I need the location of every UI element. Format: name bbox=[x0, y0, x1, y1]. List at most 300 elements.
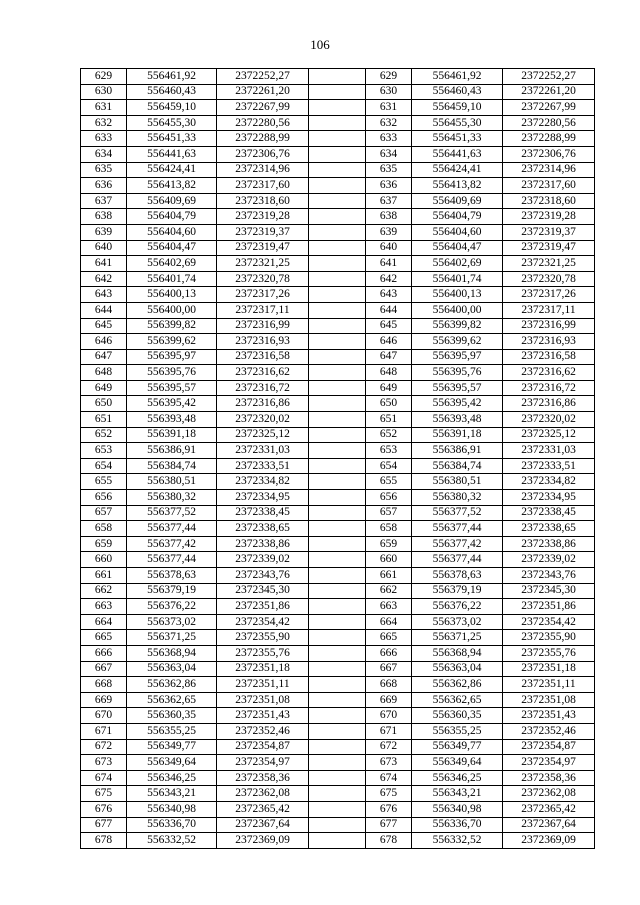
left-point-number: 664 bbox=[81, 614, 127, 630]
table-row bbox=[81, 224, 595, 240]
left-x-coordinate: 556355,25 bbox=[127, 723, 217, 739]
left-y-coordinate: 2372316,62 bbox=[217, 365, 309, 381]
right-y-coordinate: 2372319,37 bbox=[503, 224, 595, 240]
table-row bbox=[81, 568, 595, 584]
left-point-number: 641 bbox=[81, 256, 127, 272]
left-x-coordinate: 556399,62 bbox=[127, 334, 217, 350]
column-gap bbox=[309, 334, 366, 350]
column-gap bbox=[309, 84, 366, 100]
left-point-number: 667 bbox=[81, 661, 127, 677]
column-gap bbox=[309, 505, 366, 521]
column-gap bbox=[309, 224, 366, 240]
right-x-coordinate: 556455,30 bbox=[412, 115, 503, 131]
right-point-number: 669 bbox=[366, 692, 412, 708]
left-point-number: 661 bbox=[81, 568, 127, 584]
right-y-coordinate: 2372354,87 bbox=[503, 739, 595, 755]
right-y-coordinate: 2372306,76 bbox=[503, 146, 595, 162]
column-gap bbox=[309, 193, 366, 209]
right-point-number: 652 bbox=[366, 427, 412, 443]
left-x-coordinate: 556400,13 bbox=[127, 287, 217, 303]
column-gap bbox=[309, 271, 366, 287]
column-gap bbox=[309, 568, 366, 584]
left-point-number: 633 bbox=[81, 131, 127, 147]
right-x-coordinate: 556413,82 bbox=[412, 178, 503, 194]
right-x-coordinate: 556379,19 bbox=[412, 583, 503, 599]
right-point-number: 677 bbox=[366, 817, 412, 833]
table-row bbox=[81, 521, 595, 537]
right-y-coordinate: 2372280,56 bbox=[503, 115, 595, 131]
right-point-number: 639 bbox=[366, 224, 412, 240]
right-point-number: 643 bbox=[366, 287, 412, 303]
left-y-coordinate: 2372355,90 bbox=[217, 630, 309, 646]
right-y-coordinate: 2372261,20 bbox=[503, 84, 595, 100]
column-gap bbox=[309, 552, 366, 568]
table-row bbox=[81, 240, 595, 256]
table-row bbox=[81, 302, 595, 318]
right-y-coordinate: 2372314,96 bbox=[503, 162, 595, 178]
left-point-number: 675 bbox=[81, 786, 127, 802]
right-y-coordinate: 2372318,60 bbox=[503, 193, 595, 209]
right-x-coordinate: 556355,25 bbox=[412, 723, 503, 739]
right-x-coordinate: 556380,32 bbox=[412, 490, 503, 506]
left-y-coordinate: 2372267,99 bbox=[217, 100, 309, 116]
right-point-number: 637 bbox=[366, 193, 412, 209]
column-gap bbox=[309, 723, 366, 739]
left-point-number: 656 bbox=[81, 490, 127, 506]
left-x-coordinate: 556377,44 bbox=[127, 552, 217, 568]
left-x-coordinate: 556404,60 bbox=[127, 224, 217, 240]
left-point-number: 629 bbox=[81, 69, 127, 85]
right-x-coordinate: 556340,98 bbox=[412, 801, 503, 817]
right-x-coordinate: 556404,79 bbox=[412, 209, 503, 225]
left-point-number: 666 bbox=[81, 645, 127, 661]
right-point-number: 665 bbox=[366, 630, 412, 646]
left-y-coordinate: 2372280,56 bbox=[217, 115, 309, 131]
right-x-coordinate: 556377,44 bbox=[412, 521, 503, 537]
left-point-number: 672 bbox=[81, 739, 127, 755]
right-point-number: 671 bbox=[366, 723, 412, 739]
left-x-coordinate: 556340,98 bbox=[127, 801, 217, 817]
left-y-coordinate: 2372318,60 bbox=[217, 193, 309, 209]
table-row bbox=[81, 349, 595, 365]
column-gap bbox=[309, 302, 366, 318]
left-y-coordinate: 2372306,76 bbox=[217, 146, 309, 162]
left-x-coordinate: 556393,48 bbox=[127, 412, 217, 428]
column-gap bbox=[309, 614, 366, 630]
right-x-coordinate: 556377,44 bbox=[412, 552, 503, 568]
table-row bbox=[81, 334, 595, 350]
left-x-coordinate: 556377,42 bbox=[127, 536, 217, 552]
left-point-number: 636 bbox=[81, 178, 127, 194]
left-point-number: 676 bbox=[81, 801, 127, 817]
column-gap bbox=[309, 708, 366, 724]
table-row bbox=[81, 786, 595, 802]
left-x-coordinate: 556377,44 bbox=[127, 521, 217, 537]
left-point-number: 646 bbox=[81, 334, 127, 350]
left-point-number: 644 bbox=[81, 302, 127, 318]
left-x-coordinate: 556349,64 bbox=[127, 755, 217, 771]
right-point-number: 664 bbox=[366, 614, 412, 630]
left-point-number: 653 bbox=[81, 443, 127, 459]
left-point-number: 637 bbox=[81, 193, 127, 209]
right-y-coordinate: 2372316,58 bbox=[503, 349, 595, 365]
column-gap bbox=[309, 69, 366, 85]
left-y-coordinate: 2372288,99 bbox=[217, 131, 309, 147]
right-x-coordinate: 556378,63 bbox=[412, 568, 503, 584]
right-point-number: 674 bbox=[366, 770, 412, 786]
left-x-coordinate: 556404,47 bbox=[127, 240, 217, 256]
right-x-coordinate: 556349,77 bbox=[412, 739, 503, 755]
left-y-coordinate: 2372338,65 bbox=[217, 521, 309, 537]
column-gap bbox=[309, 490, 366, 506]
column-gap bbox=[309, 256, 366, 272]
right-point-number: 654 bbox=[366, 458, 412, 474]
column-gap bbox=[309, 115, 366, 131]
left-x-coordinate: 556424,41 bbox=[127, 162, 217, 178]
table-row bbox=[81, 146, 595, 162]
left-y-coordinate: 2372334,95 bbox=[217, 490, 309, 506]
right-point-number: 666 bbox=[366, 645, 412, 661]
right-point-number: 661 bbox=[366, 568, 412, 584]
left-y-coordinate: 2372261,20 bbox=[217, 84, 309, 100]
left-y-coordinate: 2372362,08 bbox=[217, 786, 309, 802]
table-row bbox=[81, 692, 595, 708]
left-y-coordinate: 2372365,42 bbox=[217, 801, 309, 817]
right-y-coordinate: 2372365,42 bbox=[503, 801, 595, 817]
left-y-coordinate: 2372354,87 bbox=[217, 739, 309, 755]
right-y-coordinate: 2372362,08 bbox=[503, 786, 595, 802]
right-point-number: 676 bbox=[366, 801, 412, 817]
left-y-coordinate: 2372325,12 bbox=[217, 427, 309, 443]
right-point-number: 629 bbox=[366, 69, 412, 85]
left-y-coordinate: 2372331,03 bbox=[217, 443, 309, 459]
right-point-number: 655 bbox=[366, 474, 412, 490]
right-point-number: 651 bbox=[366, 412, 412, 428]
right-point-number: 647 bbox=[366, 349, 412, 365]
left-x-coordinate: 556386,91 bbox=[127, 443, 217, 459]
right-y-coordinate: 2372367,64 bbox=[503, 817, 595, 833]
left-y-coordinate: 2372354,97 bbox=[217, 755, 309, 771]
right-y-coordinate: 2372351,43 bbox=[503, 708, 595, 724]
right-point-number: 649 bbox=[366, 380, 412, 396]
right-point-number: 646 bbox=[366, 334, 412, 350]
table-row bbox=[81, 162, 595, 178]
left-x-coordinate: 556368,94 bbox=[127, 645, 217, 661]
left-point-number: 642 bbox=[81, 271, 127, 287]
left-y-coordinate: 2372355,76 bbox=[217, 645, 309, 661]
column-gap bbox=[309, 162, 366, 178]
left-point-number: 634 bbox=[81, 146, 127, 162]
left-point-number: 668 bbox=[81, 677, 127, 693]
right-y-coordinate: 2372316,62 bbox=[503, 365, 595, 381]
table-row bbox=[81, 131, 595, 147]
right-y-coordinate: 2372267,99 bbox=[503, 100, 595, 116]
right-point-number: 657 bbox=[366, 505, 412, 521]
right-x-coordinate: 556360,35 bbox=[412, 708, 503, 724]
table-row bbox=[81, 443, 595, 459]
left-point-number: 665 bbox=[81, 630, 127, 646]
right-x-coordinate: 556368,94 bbox=[412, 645, 503, 661]
right-point-number: 630 bbox=[366, 84, 412, 100]
left-y-coordinate: 2372351,08 bbox=[217, 692, 309, 708]
left-point-number: 677 bbox=[81, 817, 127, 833]
column-gap bbox=[309, 427, 366, 443]
right-point-number: 632 bbox=[366, 115, 412, 131]
table-row bbox=[81, 271, 595, 287]
right-y-coordinate: 2372319,28 bbox=[503, 209, 595, 225]
column-gap bbox=[309, 458, 366, 474]
left-x-coordinate: 556377,52 bbox=[127, 505, 217, 521]
left-x-coordinate: 556371,25 bbox=[127, 630, 217, 646]
right-x-coordinate: 556393,48 bbox=[412, 412, 503, 428]
left-x-coordinate: 556399,82 bbox=[127, 318, 217, 334]
column-gap bbox=[309, 645, 366, 661]
left-x-coordinate: 556378,63 bbox=[127, 568, 217, 584]
left-y-coordinate: 2372338,45 bbox=[217, 505, 309, 521]
right-point-number: 670 bbox=[366, 708, 412, 724]
left-x-coordinate: 556395,97 bbox=[127, 349, 217, 365]
table-row bbox=[81, 365, 595, 381]
right-x-coordinate: 556373,02 bbox=[412, 614, 503, 630]
table-row bbox=[81, 505, 595, 521]
left-y-coordinate: 2372369,09 bbox=[217, 833, 309, 849]
right-y-coordinate: 2372316,86 bbox=[503, 396, 595, 412]
table-row bbox=[81, 536, 595, 552]
right-y-coordinate: 2372343,76 bbox=[503, 568, 595, 584]
right-point-number: 663 bbox=[366, 599, 412, 615]
right-y-coordinate: 2372355,90 bbox=[503, 630, 595, 646]
column-gap bbox=[309, 661, 366, 677]
right-y-coordinate: 2372321,25 bbox=[503, 256, 595, 272]
column-gap bbox=[309, 412, 366, 428]
left-point-number: 648 bbox=[81, 365, 127, 381]
left-x-coordinate: 556332,52 bbox=[127, 833, 217, 849]
right-point-number: 638 bbox=[366, 209, 412, 225]
right-y-coordinate: 2372316,72 bbox=[503, 380, 595, 396]
right-x-coordinate: 556362,86 bbox=[412, 677, 503, 693]
left-point-number: 670 bbox=[81, 708, 127, 724]
left-y-coordinate: 2372316,72 bbox=[217, 380, 309, 396]
right-x-coordinate: 556404,47 bbox=[412, 240, 503, 256]
column-gap bbox=[309, 739, 366, 755]
left-x-coordinate: 556380,51 bbox=[127, 474, 217, 490]
right-point-number: 641 bbox=[366, 256, 412, 272]
column-gap bbox=[309, 209, 366, 225]
table-row bbox=[81, 458, 595, 474]
column-gap bbox=[309, 380, 366, 396]
left-x-coordinate: 556413,82 bbox=[127, 178, 217, 194]
right-y-coordinate: 2372317,26 bbox=[503, 287, 595, 303]
table-row bbox=[81, 552, 595, 568]
right-x-coordinate: 556391,18 bbox=[412, 427, 503, 443]
table-row bbox=[81, 69, 595, 85]
column-gap bbox=[309, 443, 366, 459]
table-row bbox=[81, 770, 595, 786]
table-row bbox=[81, 84, 595, 100]
left-y-coordinate: 2372339,02 bbox=[217, 552, 309, 568]
right-x-coordinate: 556441,63 bbox=[412, 146, 503, 162]
right-x-coordinate: 556404,60 bbox=[412, 224, 503, 240]
left-x-coordinate: 556380,32 bbox=[127, 490, 217, 506]
right-x-coordinate: 556399,62 bbox=[412, 334, 503, 350]
left-y-coordinate: 2372354,42 bbox=[217, 614, 309, 630]
table-row bbox=[81, 396, 595, 412]
left-x-coordinate: 556336,70 bbox=[127, 817, 217, 833]
column-gap bbox=[309, 318, 366, 334]
right-x-coordinate: 556402,69 bbox=[412, 256, 503, 272]
right-x-coordinate: 556349,64 bbox=[412, 755, 503, 771]
left-point-number: 643 bbox=[81, 287, 127, 303]
right-point-number: 634 bbox=[366, 146, 412, 162]
column-gap bbox=[309, 770, 366, 786]
left-x-coordinate: 556401,74 bbox=[127, 271, 217, 287]
right-y-coordinate: 2372319,47 bbox=[503, 240, 595, 256]
left-y-coordinate: 2372351,86 bbox=[217, 599, 309, 615]
right-point-number: 631 bbox=[366, 100, 412, 116]
right-x-coordinate: 556336,70 bbox=[412, 817, 503, 833]
left-point-number: 678 bbox=[81, 833, 127, 849]
right-point-number: 650 bbox=[366, 396, 412, 412]
column-gap bbox=[309, 521, 366, 537]
right-x-coordinate: 556377,52 bbox=[412, 505, 503, 521]
left-point-number: 674 bbox=[81, 770, 127, 786]
column-gap bbox=[309, 755, 366, 771]
left-y-coordinate: 2372333,51 bbox=[217, 458, 309, 474]
left-point-number: 659 bbox=[81, 536, 127, 552]
table-row bbox=[81, 115, 595, 131]
left-x-coordinate: 556376,22 bbox=[127, 599, 217, 615]
right-x-coordinate: 556380,51 bbox=[412, 474, 503, 490]
left-x-coordinate: 556373,02 bbox=[127, 614, 217, 630]
right-y-coordinate: 2372333,51 bbox=[503, 458, 595, 474]
table-row bbox=[81, 755, 595, 771]
right-x-coordinate: 556362,65 bbox=[412, 692, 503, 708]
right-point-number: 668 bbox=[366, 677, 412, 693]
left-point-number: 671 bbox=[81, 723, 127, 739]
right-x-coordinate: 556395,42 bbox=[412, 396, 503, 412]
right-y-coordinate: 2372317,11 bbox=[503, 302, 595, 318]
left-point-number: 655 bbox=[81, 474, 127, 490]
right-x-coordinate: 556363,04 bbox=[412, 661, 503, 677]
right-point-number: 648 bbox=[366, 365, 412, 381]
left-y-coordinate: 2372351,43 bbox=[217, 708, 309, 724]
left-y-coordinate: 2372316,93 bbox=[217, 334, 309, 350]
table-row bbox=[81, 723, 595, 739]
right-x-coordinate: 556395,97 bbox=[412, 349, 503, 365]
right-y-coordinate: 2372288,99 bbox=[503, 131, 595, 147]
left-x-coordinate: 556441,63 bbox=[127, 146, 217, 162]
left-point-number: 658 bbox=[81, 521, 127, 537]
right-point-number: 640 bbox=[366, 240, 412, 256]
left-y-coordinate: 2372321,25 bbox=[217, 256, 309, 272]
left-x-coordinate: 556460,43 bbox=[127, 84, 217, 100]
column-gap bbox=[309, 817, 366, 833]
left-x-coordinate: 556402,69 bbox=[127, 256, 217, 272]
left-point-number: 652 bbox=[81, 427, 127, 443]
table-row bbox=[81, 817, 595, 833]
left-y-coordinate: 2372334,82 bbox=[217, 474, 309, 490]
left-x-coordinate: 556362,65 bbox=[127, 692, 217, 708]
right-point-number: 635 bbox=[366, 162, 412, 178]
table-row bbox=[81, 677, 595, 693]
right-y-coordinate: 2372351,86 bbox=[503, 599, 595, 615]
left-x-coordinate: 556461,92 bbox=[127, 69, 217, 85]
left-y-coordinate: 2372319,28 bbox=[217, 209, 309, 225]
left-point-number: 649 bbox=[81, 380, 127, 396]
table-row bbox=[81, 427, 595, 443]
left-point-number: 657 bbox=[81, 505, 127, 521]
right-x-coordinate: 556459,10 bbox=[412, 100, 503, 116]
right-x-coordinate: 556409,69 bbox=[412, 193, 503, 209]
column-gap bbox=[309, 536, 366, 552]
right-y-coordinate: 2372339,02 bbox=[503, 552, 595, 568]
column-gap bbox=[309, 786, 366, 802]
left-x-coordinate: 556451,33 bbox=[127, 131, 217, 147]
left-y-coordinate: 2372316,86 bbox=[217, 396, 309, 412]
right-x-coordinate: 556400,00 bbox=[412, 302, 503, 318]
left-y-coordinate: 2372320,02 bbox=[217, 412, 309, 428]
coordinates-table bbox=[80, 68, 595, 849]
right-y-coordinate: 2372358,36 bbox=[503, 770, 595, 786]
table-row bbox=[81, 209, 595, 225]
left-y-coordinate: 2372345,30 bbox=[217, 583, 309, 599]
left-y-coordinate: 2372343,76 bbox=[217, 568, 309, 584]
table-row bbox=[81, 380, 595, 396]
right-y-coordinate: 2372331,03 bbox=[503, 443, 595, 459]
left-y-coordinate: 2372319,47 bbox=[217, 240, 309, 256]
left-x-coordinate: 556379,19 bbox=[127, 583, 217, 599]
right-point-number: 656 bbox=[366, 490, 412, 506]
right-point-number: 645 bbox=[366, 318, 412, 334]
right-point-number: 636 bbox=[366, 178, 412, 194]
right-y-coordinate: 2372252,27 bbox=[503, 69, 595, 85]
left-x-coordinate: 556395,76 bbox=[127, 365, 217, 381]
table-row bbox=[81, 645, 595, 661]
left-point-number: 662 bbox=[81, 583, 127, 599]
right-point-number: 658 bbox=[366, 521, 412, 537]
right-y-coordinate: 2372351,11 bbox=[503, 677, 595, 693]
left-x-coordinate: 556360,35 bbox=[127, 708, 217, 724]
left-x-coordinate: 556362,86 bbox=[127, 677, 217, 693]
left-point-number: 635 bbox=[81, 162, 127, 178]
table-row bbox=[81, 661, 595, 677]
left-point-number: 650 bbox=[81, 396, 127, 412]
left-x-coordinate: 556400,00 bbox=[127, 302, 217, 318]
column-gap bbox=[309, 677, 366, 693]
left-point-number: 673 bbox=[81, 755, 127, 771]
right-x-coordinate: 556346,25 bbox=[412, 770, 503, 786]
right-y-coordinate: 2372355,76 bbox=[503, 645, 595, 661]
left-x-coordinate: 556363,04 bbox=[127, 661, 217, 677]
right-y-coordinate: 2372316,99 bbox=[503, 318, 595, 334]
right-x-coordinate: 556386,91 bbox=[412, 443, 503, 459]
right-y-coordinate: 2372345,30 bbox=[503, 583, 595, 599]
right-y-coordinate: 2372338,45 bbox=[503, 505, 595, 521]
right-x-coordinate: 556332,52 bbox=[412, 833, 503, 849]
column-gap bbox=[309, 131, 366, 147]
right-x-coordinate: 556377,42 bbox=[412, 536, 503, 552]
right-y-coordinate: 2372354,42 bbox=[503, 614, 595, 630]
left-point-number: 639 bbox=[81, 224, 127, 240]
left-point-number: 663 bbox=[81, 599, 127, 615]
right-y-coordinate: 2372351,18 bbox=[503, 661, 595, 677]
left-point-number: 632 bbox=[81, 115, 127, 131]
right-x-coordinate: 556460,43 bbox=[412, 84, 503, 100]
right-y-coordinate: 2372338,86 bbox=[503, 536, 595, 552]
right-y-coordinate: 2372317,60 bbox=[503, 178, 595, 194]
table-row bbox=[81, 801, 595, 817]
left-point-number: 654 bbox=[81, 458, 127, 474]
